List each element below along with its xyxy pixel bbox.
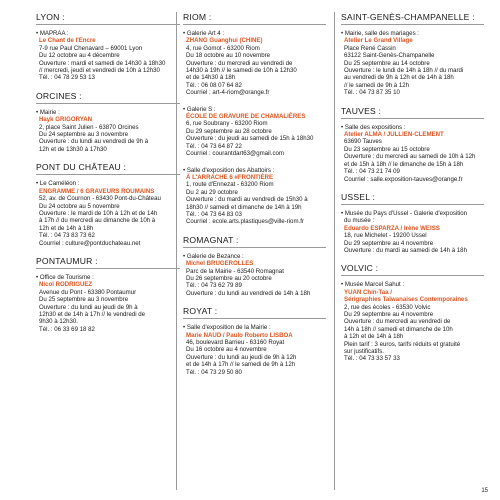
entry-line: Tél. : 06 08 07 64 82 [186, 81, 242, 89]
venue-entry [183, 106, 326, 158]
entry-line: • Office de Tourisme : [36, 273, 94, 281]
venue-entry [36, 274, 180, 333]
entry-line: 12h et de 14h à 18h [39, 224, 94, 232]
city-heading: LYON : [36, 12, 65, 22]
entry-line: Ouverture : du lundi au vendredi de 9h à [39, 138, 149, 146]
column-1 [30, 12, 180, 342]
entry-line: Du 25 septembre au 14 octobre [344, 59, 430, 67]
entry-line: et de 15h à 18h // le dimanche de 15h à 18h [344, 160, 464, 168]
heading-divider [36, 174, 180, 175]
page-number: 15 [481, 488, 488, 494]
venue-entry [36, 109, 180, 153]
entry-line: Ouverture : le mardi de 10h à 12h et de 14h [39, 209, 158, 217]
artist-name: ZHANG Guanghui (CHINE) [186, 37, 263, 45]
city-heading: TAUVES : [341, 105, 382, 116]
entry-line: 63122 Saint-Genès-Champanelle [344, 52, 435, 60]
entry-line: 12h30 et de 14h à 17h // le vendredi de [39, 310, 146, 318]
entry-line: Du 23 septembre au 15 octobre [344, 145, 430, 153]
entry-line: Ouverture : du mardi au vendredi de 15h30 à [186, 196, 308, 204]
heading-divider [36, 268, 180, 269]
entry-line: • Musée du Pays d'Ussel - Galerie d'exposition [341, 209, 468, 217]
entry-line: Du 2 au 29 octobre [186, 188, 238, 196]
city-heading: RIOM : [183, 12, 212, 22]
entry-line: • Salle d'exposition des Abattoirs : [183, 166, 275, 174]
entry-line: 12h et de 13h30 à 17h30 [39, 145, 107, 153]
entry-line: Ouverture : du mercredi au samedi de 10h à 12h [344, 153, 476, 161]
venue-entry [36, 30, 180, 82]
entry-line: Tél. : 04 73 62 79 89 [186, 282, 242, 290]
entry-line: 63690 Tauves [344, 138, 382, 146]
city-heading: ROYAT : [183, 306, 218, 317]
entry-line: Du 24 septembre au 3 novembre [39, 131, 129, 139]
entry-line: Place René Cassin [344, 44, 396, 52]
entry-line: • Salle des expositions : [341, 123, 406, 131]
entry-line: • Musée Marcel Sahut : [341, 281, 405, 289]
entry-line: • Mairie : [36, 108, 60, 116]
entry-line: • Mairie, salle des mariages : [341, 30, 419, 37]
entry-line: Ouverture : du mercredi au vendredi de [186, 59, 293, 67]
entry-line: à 17h // du mercredi au dimanche de 10h à [39, 217, 156, 225]
artist-name: Nicol RODRIGUEZ [39, 281, 93, 289]
entry-line: Ouverture : du lundi au jeudi de 9h à [39, 303, 138, 311]
entry-line: Courriel : courantdart63@gmail.com [186, 150, 284, 158]
city-heading: ORCINES : [36, 90, 82, 101]
entry-line: Du 26 septembre au 20 octobre [186, 274, 272, 282]
artist-name: YUAN Chin-Taa / [344, 288, 392, 296]
entry-line: 7-9 rue Paul Chenavard – 69001 Lyon [39, 44, 143, 52]
heading-divider [341, 118, 484, 119]
artist-name: À L'ARRACHE 6 #FRONTIÈRE [186, 173, 274, 181]
artist-name: ENGRAMME / 6 GRAVEURS ROUMAINS [39, 187, 155, 195]
entry-line: Du 24 octobre au 5 novembre [39, 202, 120, 210]
entry-line: Courriel : ecole.arts.plastiques@ville-riom.fr [186, 218, 304, 226]
entry-line: • Galerie S : [183, 105, 216, 113]
artist-name: Sérigraphies Taïwanaises Contemporaines [344, 296, 468, 304]
entry-line: du musée : [344, 217, 375, 225]
entry-line: Tél. : 06 33 69 18 82 [39, 325, 95, 333]
entry-line: Tél. : 04 73 29 50 80 [186, 368, 242, 376]
entry-line: Tél. : 04 73 83 73 62 [39, 232, 95, 240]
entry-line: • Galerie de Bezance : [183, 252, 244, 260]
entry-line: Courriel : salle.exposition-tauves@orange.fr [344, 175, 463, 183]
entry-line: et de 14h30 à 18h [186, 74, 236, 82]
entry-line: // le samedi de 9h à 12h [344, 81, 410, 89]
entry-line: 1, route d'Ennezat - 63200 Riom [186, 181, 274, 189]
entry-line: Du 18 octobre au 10 novembre [186, 52, 271, 60]
entry-line: à 12h et de 14h à 18h [344, 333, 404, 341]
entry-line: 14h à 18h // samedi et dimanche de 10h [344, 325, 453, 333]
entry-line: Plein tarif : 3 euros, tarifs réduits et gratuité [344, 340, 461, 348]
entry-line: • MAPRAA : [36, 30, 69, 37]
entry-line: 4, rue Gomot - 63200 Riom [186, 44, 260, 52]
venue-entry [183, 324, 326, 376]
entry-line: Tél. : 04 73 64 83 03 [186, 210, 242, 218]
venue-entry [341, 210, 484, 254]
artist-name: ÉCOLE DE GRAVURE DE CHAMALIÈRES [186, 113, 306, 121]
artist-name: Atelier Le Grand Village [344, 37, 413, 45]
venue-entry [341, 281, 484, 362]
entry-line: // mercredi, jeudi et vendredi de 10h à 12h30 [39, 67, 160, 75]
artist-name: Hayk GRIGORYAN [39, 116, 93, 124]
column-2 [176, 12, 326, 490]
venue-entry [183, 253, 326, 297]
artist-name: Michel BRUGEROLLES [186, 260, 254, 268]
entry-line: 2, rue des écoles - 63530 Volvic [344, 303, 431, 311]
entry-line: 18, rue Michelet - 19200 Ussel [344, 232, 427, 240]
venue-entry [183, 167, 326, 226]
entry-line: Courriel : culture@pontduchateau.net [39, 239, 141, 247]
entry-line: Ouverture : du jeudi au samedi de 15h à 18h30 [186, 135, 314, 143]
entry-line: • Le Caméléon : [36, 180, 80, 188]
heading-divider [183, 318, 326, 319]
entry-line: Du 29 septembre au 4 novembre [344, 310, 434, 318]
entry-line: sur justificatifs. [344, 348, 384, 355]
entry-line: et de 14h à 17h // le samedi de 9h à 12h [186, 361, 296, 369]
entry-line: Ouverture : du mardi au samedi de 14h à 18h [344, 246, 467, 254]
entry-line: • Galerie Art 4 : [183, 30, 225, 37]
entry-line: Du 25 septembre au 3 novembre [39, 296, 129, 304]
entry-line: Du 29 septembre au 4 novembre [344, 239, 434, 247]
entry-line: Du 29 septembre au 28 octobre [186, 127, 272, 135]
entry-line: • Salle d'exposition de la Mairie : [183, 324, 271, 332]
entry-line: Ouverture : le lundi de 14h à 18h // du mardi [344, 67, 464, 75]
entry-line: Du 16 octobre au 4 novembre [186, 346, 267, 354]
city-heading: USSEL : [341, 191, 376, 202]
heading-divider [36, 103, 180, 104]
entry-line: 52, av. de Cournon - 63430 Pont-du-Château [39, 195, 161, 203]
city-heading: ROMAGNAT : [183, 234, 239, 245]
heading-divider [183, 247, 326, 248]
entry-line: Courriel : art-4-riom@orange.fr [186, 89, 270, 97]
entry-line: Ouverture : du lundi au jeudi de 9h à 12h [186, 353, 297, 361]
entry-line: Tél. : 04 73 64 87 22 [186, 142, 242, 150]
entry-line: 14h30 à 19h // le samedi de 10h à 12h30 [186, 67, 297, 75]
entry-line: 9h30 à 12h30. [39, 318, 78, 326]
venue-entry [183, 30, 326, 97]
entry-line: Ouverture : du mercredi au vendredi de [344, 318, 451, 326]
entry-line: au vendredi de 9h à 12h et de 14h à 18h [344, 74, 454, 82]
heading-divider [183, 24, 326, 25]
entry-line: Ouverture : du lundi au vendredi de 14h à 18h [186, 289, 311, 297]
entry-line: Ouverture : mardi et samedi de 14h30 à 18h30 [39, 59, 166, 67]
artist-name: Marie NAUD / Paulo Roberto LISBOA [186, 331, 293, 339]
entry-line: Tél. : 04 73 33 57 33 [344, 355, 400, 363]
city-heading: SAINT-GENÈS-CHAMPANELLE : [341, 12, 475, 22]
entry-line: 46, boulevard Barrieu - 63160 Royat [186, 339, 285, 346]
entry-line: Avenue du Pont - 63380 Pontaumur [39, 288, 137, 296]
entry-line: Tél. : 04 73 21 74 09 [344, 168, 400, 176]
city-heading: PONTAUMUR : [36, 255, 98, 266]
heading-divider [341, 275, 484, 276]
artist-name: Le Chant de l'Encre [39, 37, 96, 45]
entry-line: Tél. : 04 73 87 35 10 [344, 89, 400, 97]
venue-entry [341, 124, 484, 183]
entry-line: 2, place Saint Julien - 63870 Orcines [39, 123, 139, 131]
entry-line: 18h30 // samedi et dimanche de 14h à 19h [186, 203, 302, 211]
heading-divider [341, 204, 484, 205]
heading-divider [36, 24, 180, 25]
city-heading: VOLVIC : [341, 263, 379, 274]
entry-line: Parc de la Mairie - 63540 Romagnat [186, 267, 284, 275]
artist-name: Atelier ALMA / JULLIEN-CLEMENT [344, 131, 444, 139]
heading-divider [341, 24, 484, 25]
entry-line: Tél. : 04 78 29 53 13 [39, 74, 95, 82]
column-3 [334, 12, 484, 490]
venue-entry [36, 180, 180, 247]
venue-entry [341, 30, 484, 97]
entry-line: Du 12 octobre au 4 décembre [39, 52, 120, 60]
entry-line: 6, rue Soubrany - 63200 Riom [186, 120, 268, 128]
city-heading: PONT DU CHÂTEAU : [36, 162, 127, 173]
artist-name: Eduardo ESPARZA / Irène WEISS [344, 224, 440, 232]
